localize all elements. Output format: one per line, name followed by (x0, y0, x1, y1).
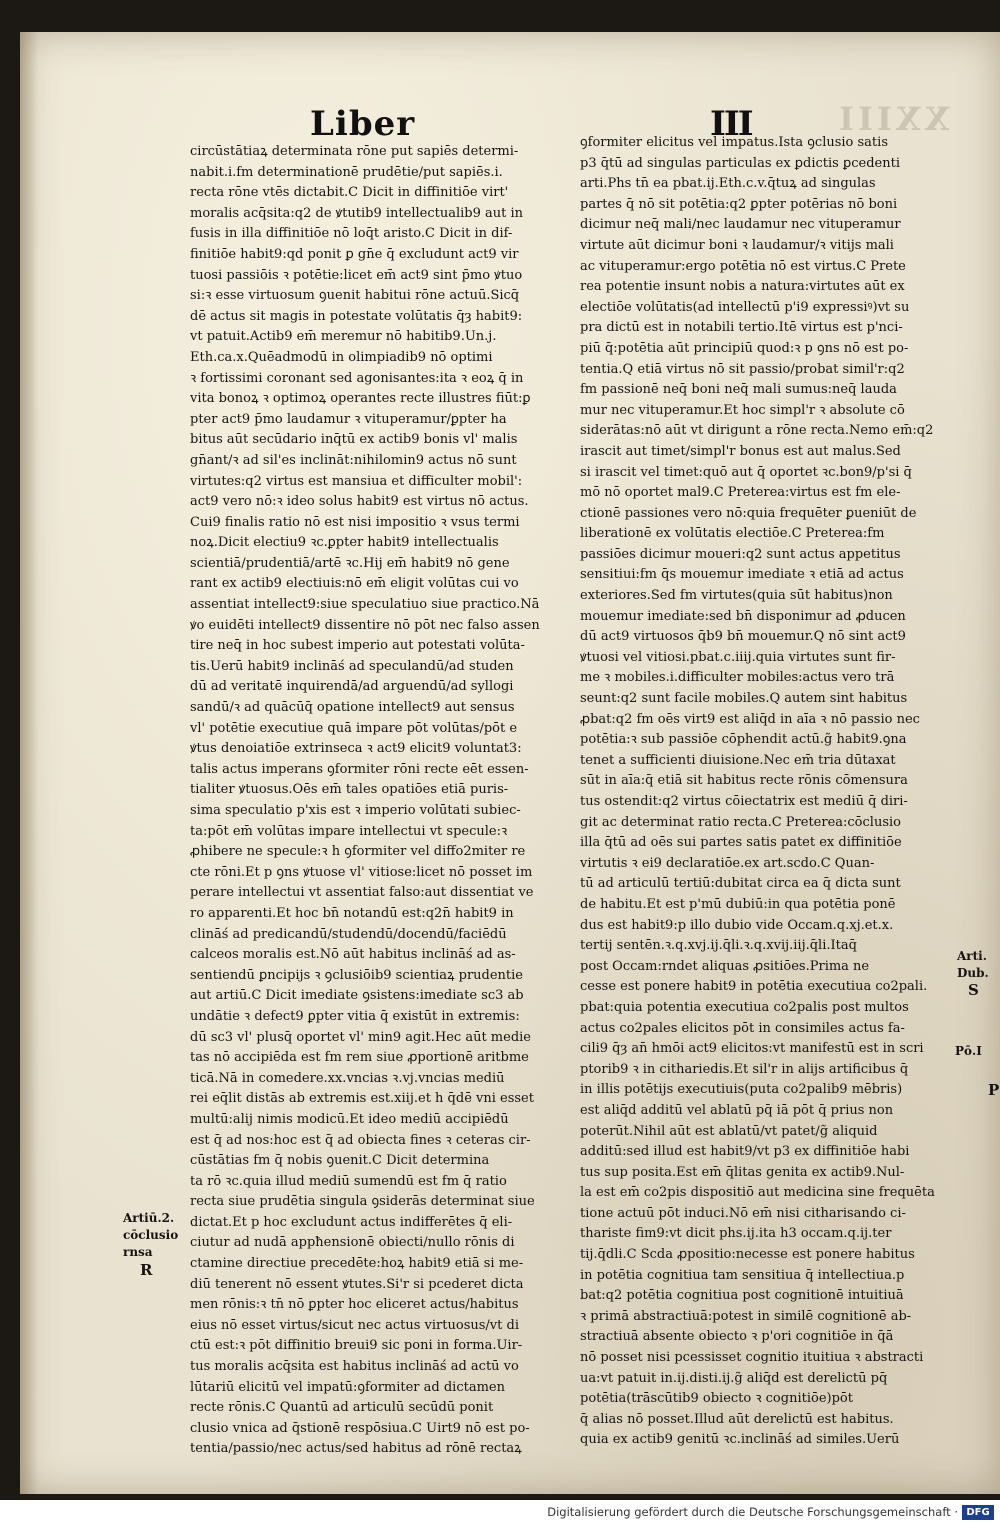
text-line-right: electiōe volūtatis(ad intellectū p'i9 expressiꝰ)vt su (580, 299, 910, 315)
text-line-left: clusio vnica ad q̄stionē respōsiua.C Uirt9 nō est po- (190, 1420, 530, 1436)
text-line-left: tire neq̄ in hoc subest imperio aut potestati volūta- (190, 638, 525, 654)
text-line-left: scientiā/prudentiā/artē ꝛc.Hij em̄ habit9 nō gene (190, 555, 510, 571)
text-line-left: vita bonoꝝ ꝛ optimoꝝ operantes recte illustres fiūt:ꝑ (190, 391, 531, 407)
text-line-right: dicimur neq̄ mali/nec laudamur nec vituperamur (580, 217, 901, 233)
text-line-right: de habitu.Et est p'mū dubiū:in qua potētia ponē (580, 896, 896, 912)
margin-note-right: Dub. (957, 966, 989, 980)
dfg-logo: DFG (962, 1505, 994, 1520)
text-line-left: sima speculatio p'xis est ꝛ imperio volūtati subiec- (190, 803, 521, 818)
text-line-left: sentiendū ꝑncipijs ꝛ ꝯclusiōib9 scientiaꝝ prudentie (190, 967, 523, 983)
text-line-left: ctū est:ꝛ pōt diffinitio breui9 sic poni in forma.Uir- (190, 1338, 523, 1354)
text-line-right: q̄ alias nō posset.Illud aūt derelictū est habitus. (580, 1411, 894, 1427)
text-line-left: aut artiū.C Dicit imediate ꝯsistens:imediate sc3 ab (190, 988, 524, 1004)
footer-credit-text: Digitalisierung gefördert durch die Deutsche Forschungsgemeinschaft · (547, 1505, 958, 1519)
text-line-left: ro apparenti.Et hoc bn̄ notandū est:q2n̄ habit9 in (190, 905, 514, 921)
right-text-column (580, 133, 940, 1451)
text-line-right: ptorib9 ꝛ in cithariedis.Et sil'r in alijs artificibus q̄ (580, 1061, 909, 1077)
text-line-left: ta:pōt em̄ volūtas impare intellectui vt specule:ꝛ (190, 823, 508, 839)
text-line-right: potētia(trāscūtib9 obiecto ꝛ cognitiōe)pōt (580, 1391, 853, 1407)
text-line-left: act9 vero nō:ꝛ ideo solus habit9 est virtus nō actus. (190, 494, 529, 510)
text-line-left: ta rō ꝛc.quia illud mediū sumendū est fm q̄ ratio (190, 1173, 507, 1189)
text-line-right: sūt in aīa:q̄ etiā sit habitus recte rōnis cōmensura (580, 773, 908, 789)
text-line-right: tenet a sufficienti diuisione.Nec em̄ tria dūtaxat (580, 752, 896, 768)
text-line-right: tū ad articulū tertiū:dubitat circa ea q̄ dicta sunt (580, 876, 901, 892)
text-line-right: ua:vt patuit in.ij.disti.ij.g̃ aliq̄d est derelictū pq̄ (580, 1370, 888, 1386)
text-line-left: ꝓhibere ne specule:ꝛ h ꝯformiter vel diffo2miter re (190, 844, 526, 860)
text-line-left: recte rōnis.C Quantū ad articulū secūdū ponit (190, 1400, 494, 1416)
text-line-right: pbat:quia potentia executiua co2palis post multos (580, 999, 909, 1015)
text-line-left: tus moralis acq̄sita est habitus inclināś ad actū vo (190, 1359, 519, 1375)
text-line-left: ꝟo euidēti intellect9 dissentire nō pōt nec falso assen (190, 617, 540, 633)
text-line-left: perare intellectui vt assentiat falso:aut dissentiat ve (190, 885, 534, 901)
bleed-through-text: XXIII (835, 100, 950, 138)
text-line-right: ꝟtuosi vel vitiosi.pbat.c.iiij.quia virtutes sunt fir- (580, 649, 896, 665)
text-line-right: exteriores.Sed fm virtutes(quia sūt habitus)non (580, 588, 893, 604)
text-line-left: clināś ad predicandū/studendū/docendū/faciēdū (190, 926, 507, 942)
text-line-right: dū act9 virtuosos q̄b9 bn̄ mouemur.Q nō sint act9 (580, 629, 906, 645)
text-line-left: calceos moralis est.Nō aūt habitus inclināś ad as- (190, 947, 516, 963)
text-line-right: bat:q2 potētia cognitiua post cognitionē intuitiuā (580, 1288, 904, 1304)
text-line-left: diū tenerent nō essent ꝟtutes.Si'r si pcederet dicta (190, 1276, 524, 1292)
text-line-right: virtutis ꝛ ei9 declaratiōe.ex art.scdo.C Quan- (580, 855, 875, 871)
text-line-left: rei eq̄lit distās ab extremis est.xiij.et h q̄dē vni esset (190, 1091, 534, 1107)
text-line-left: ctamine directiue precedēte:hoꝝ habit9 etiā si me- (190, 1256, 524, 1272)
text-line-right: p3 q̄tū ad singulas particulas ex ꝑdictis ꝑcedenti (580, 155, 900, 171)
text-line-left: recta siue prudētia singula ꝯsiderās determinat siue (190, 1194, 535, 1210)
text-line-right: piū q̄:potētia aūt principiū quod:ꝛ p ꝯns nō est po- (580, 340, 909, 356)
margin-note-left: R (140, 1261, 153, 1279)
text-line-right: ac vituperamur:ergo potētia nō est virtus.C Prete (580, 258, 906, 274)
text-line-right: in illis potētijs executiuis(puta co2palib9 mēbris) (580, 1082, 903, 1098)
text-line-left: ticā.Nā in comedere.xx.vncias ꝛ.vj.vncias mediū (190, 1070, 505, 1086)
text-line-right: ꝓbat:q2 fm oēs virt9 est aliq̄d in aīa ꝛ nō passio nec (580, 711, 920, 727)
text-line-left: Eth.ca.x.Quēadmodū in olimpiadib9 nō optimi (190, 349, 493, 365)
text-line-right: tione actuū pōt induci.Nō em̄ nisi citharisando ci- (580, 1205, 906, 1221)
text-line-right: tentia.Q etiā virtus nō sit passio/probat simil'r:q2 (580, 361, 905, 377)
text-line-right: rea potentie insunt nobis a natura:virtutes aūt ex (580, 279, 905, 295)
text-line-left: vl' potētie executiue quā impare pōt volūtas/pōt e (190, 720, 518, 736)
text-line-right: potētia:ꝛ sub passiōe cōphendit actū.g̃ habit9.ꝯna (580, 732, 907, 748)
text-line-left: moralis acq̄sita:q2 de ꝟtutib9 intellectualib9 aut in (190, 205, 524, 221)
margin-note-left: cōclusio (123, 1228, 179, 1242)
margin-note-right: S (968, 981, 979, 999)
running-head-left: Liber (310, 104, 416, 144)
text-line-right: stractiuā absente obiecto ꝛ p'ori cognitiōe in q̄ā (580, 1329, 894, 1345)
margin-note-right: P (988, 1081, 1000, 1099)
text-line-left: ꝛ fortissimi coronant sed agonisantes:ita ꝛ eoꝝ q̄ in (190, 370, 524, 386)
text-line-left: tas nō accipiēda est fm rem siue ꝓportionē aritbme (190, 1050, 529, 1066)
text-line-right: git ac determinat ratio recta.C Preterea:cōclusio (580, 814, 901, 830)
text-line-left: talis actus imperans ꝯformiter rōni recte eēt essen- (190, 761, 529, 777)
text-line-right: arti.Phs tn̄ ea pbat.ij.Eth.c.v.q̄tuꝝ ad singulas (580, 176, 876, 192)
text-line-right: cili9 q̄ȝ an̄ hmōi act9 elicitos:vt manifestū est in scri (580, 1041, 924, 1057)
text-line-right: irascit aut timet/simpl'r bonus est aut malus.Sed (580, 443, 901, 459)
text-line-right: pra dictū est in notabili tertio.Itē virtus est p'nci- (580, 320, 903, 336)
text-line-left: dictat.Et p hoc excludunt actus indifferētes q̄ eli- (190, 1214, 513, 1230)
text-line-left: undātie ꝛ defect9 ꝑpter vitia q̄ existūt in extremis: (190, 1008, 520, 1024)
text-line-left: cte rōni.Et p ꝯns ꝟtuose vl' vitiose:licet nō posset im (190, 864, 533, 880)
text-line-right: in potētia cognitiua tam sensitiua q̄ intellectiua.p (580, 1267, 905, 1283)
left-text-column (190, 142, 570, 1460)
text-line-right: seunt:q2 sunt facile mobiles.Q autem sint habitus (580, 691, 908, 707)
margin-note-left: rnsa (123, 1245, 153, 1259)
text-line-right: additū:sed illud est habit9/vt p3 ex diffinitiōe habi (580, 1144, 910, 1160)
text-line-right: liberationē ex volūtatis electiōe.C Preterea:fm (580, 526, 885, 542)
text-line-right: passiōes dicimur moueri:q2 sunt actus appetitus (580, 546, 901, 562)
text-line-right: tus sup posita.Est em̄ q̄litas genita ex actib9.Nul- (580, 1164, 905, 1180)
text-line-left: lūtariū elicitū vel impatū:ꝯformiter ad dictamen (190, 1379, 505, 1395)
text-line-left: sandū/ꝛ ad quācūq̄ opatione intellect9 aut sensus (190, 700, 515, 716)
margin-note-right: Pō.I (955, 1044, 982, 1058)
running-head-right: III (710, 104, 752, 144)
text-line-right: la est em̄ co2pis dispositiō aut medicina sine frequēta (580, 1185, 935, 1201)
text-line-right: virtute aūt dicimur boni ꝛ laudamur/ꝛ vitijs mali (580, 237, 894, 253)
text-line-left: bitus aūt secūdario inq̄tū ex actib9 bonis vl' malis (190, 432, 518, 448)
text-line-left: men rōnis:ꝛ tn̄ nō ꝑpter hoc eliceret actus/habitus (190, 1297, 519, 1313)
text-line-right: ꝯformiter elicitus vel impatus.Ista ꝯclusio satis (580, 135, 888, 150)
text-line-right: si irascit vel timet:quō aut q̄ oportet ꝛc.bon9/p'si q̄ (580, 464, 912, 480)
text-line-left: recta rōne vtēs dictabit.C Dicit in diffinitiōe virt' (190, 185, 509, 201)
text-line-left: tuosi passiōis ꝛ potētie:licet em̄ act9 sint p̄mo ꝟtuo (190, 267, 523, 283)
text-line-right: post Occam:rndet aliquas ꝓsitiōes.Prima ne (580, 958, 870, 974)
text-line-left: assentiat intellect9:siue speculatiuo siue practico.Nā (190, 597, 540, 613)
text-line-left: noꝝ.Dicit electiu9 ꝛc.ꝑpter habit9 intellectualis (190, 535, 499, 551)
text-line-right: cesse est ponere habit9 in potētia executiua co2pali. (580, 979, 928, 995)
text-line-left: tentia/passio/nec actus/sed habitus ad rōnē rectaꝝ (190, 1441, 522, 1457)
text-line-right: siderātas:nō aūt vt dirigunt a rōne recta.Nemo em̄:q2 (580, 423, 934, 439)
text-line-left: vt patuit.Actib9 em̄ meremur nō habitib9.Un.j. (190, 329, 497, 345)
margin-note-left: Artiū.2. (123, 1211, 175, 1225)
text-line-left: Cui9 finalis ratio nō est nisi impositio ꝛ vsus termi (190, 514, 520, 530)
text-line-left: rant ex actib9 electiuis:nō em̄ eligit volūtas cui vo (190, 576, 519, 592)
text-line-left: fusis in illa diffinitiōe nō loq̄t aristo.C Dicit in dif- (190, 226, 513, 242)
text-line-right: actus co2pales elicitos pōt in consimiles actus fa- (580, 1020, 905, 1036)
text-line-right: fm passionē neq̄ boni neq̄ mali sumus:neq̄ lauda (580, 382, 897, 398)
text-line-right: quia ex actib9 genitū ꝛc.inclināś ad similes.Uerū (580, 1432, 900, 1448)
text-line-right: ꝛ primā abstractiuā:potest in similē cognitionē ab- (580, 1308, 912, 1324)
text-line-left: si:ꝛ esse virtuosum ꝯuenit habitui rōne actuū.Sicq̄ (190, 288, 520, 304)
digitization-footer (0, 1500, 1000, 1525)
text-line-right: tus ostendit:q2 virtus cōiectatrix est mediū q̄ diri- (580, 794, 908, 809)
text-line-right: tij.q̄dli.C Scda ꝓpositio:necesse est ponere habitus (580, 1247, 915, 1263)
text-line-left: eius nō esset virtus/sicut nec actus virtuosus/vt di (190, 1317, 519, 1333)
text-line-right: ctionē passiones vero nō:quia frequēter ꝑueniūt de (580, 505, 917, 521)
text-line-left: pter act9 p̄mo laudamur ꝛ vituperamur/ꝑpter ha (190, 411, 507, 427)
text-line-left: cūstātias fm q̄ nobis ꝯuenit.C Dicit determina (190, 1153, 490, 1169)
text-line-left: dū sc3 vl' plusq̄ oportet vl' min9 agit.Hec aūt medie (190, 1029, 532, 1045)
margin-note-right: Arti. (957, 949, 987, 963)
text-line-left: circūstātiaꝝ determinata rōne put sapiēs determi- (190, 144, 519, 159)
text-line-left: nabit.i.fm determinationē prudētie/put sapiēs.i. (190, 164, 503, 180)
text-line-right: est aliq̄d additū vel ablatū pq̄ iā pōt q̄ prius non (580, 1102, 894, 1118)
text-line-right: dus est habit9:p illo dubio vide Occam.q.xj.et.x. (580, 917, 894, 933)
text-line-left: tis.Uerū habit9 inclināś ad speculandū/ad studen (190, 658, 514, 674)
text-line-right: me ꝛ mobiles.i.difficulter mobiles:actus vero trā (580, 670, 895, 686)
text-line-right: mō nō oportet mal9.C Preterea:virtus est fm ele- (580, 485, 901, 501)
text-line-right: mouemur imediate:sed bn̄ disponimur ad ꝓducen (580, 608, 906, 624)
text-line-left: ꝟtus denoiatiōe extrinseca ꝛ act9 elicit9 voluntat3: (190, 741, 522, 757)
text-line-left: ciutur ad nudā appħensionē obiecti/nullo rōnis di (190, 1235, 515, 1251)
text-line-left: est q̄ ad nos:hoc est q̄ ad obiecta fines ꝛ ceteras cir- (190, 1132, 531, 1148)
text-line-left: dū ad veritatē inquirendā/ad arguendū/ad syllogi (190, 679, 514, 695)
text-line-right: tertij sentēn.ꝛ.q.xvj.ij.q̄li.ꝛ.q.xvij.iij.q̄li.Itaq̄ (580, 938, 857, 954)
text-line-right: sensitiui:fm q̄s mouemur imediate ꝛ etiā ad actus (580, 567, 904, 583)
text-line-right: partes q̄ nō sit potētia:q2 ꝑpter potērias nō boni (580, 196, 898, 212)
text-line-right: mur nec vituperamur.Et hoc simpl'r ꝛ absolute cō (580, 402, 905, 418)
text-line-right: poterūt.Nihil aūt est ablatū/vt patet/g̃ aliquid (580, 1123, 878, 1139)
text-line-left: tialiter ꝟtuosus.Oēs em̄ tales opatiōes etiā puris- (190, 782, 509, 798)
text-line-right: thariste fim9:vt dicit phs.ij.ita h3 occam.q.ij.ter (580, 1226, 892, 1242)
text-line-left: dē actus sit magis in potestate volūtatis q̄ȝ habit9: (190, 308, 523, 324)
text-line-left: gn̄ant/ꝛ ad sil'es inclināt:nihilomin9 actus nō sunt (190, 452, 517, 468)
text-line-right: illa q̄tū ad oēs sui partes satis patet ex diffinitiōe (580, 835, 902, 851)
text-line-left: virtutes:q2 virtus est mansiua et difficulter mobil': (190, 473, 523, 489)
page-gutter-shadow (20, 32, 38, 1494)
text-line-right: nō posset nisi pcessisset cognitio ituitiua ꝛ abstracti (580, 1350, 924, 1366)
text-line-left: multū:alij nimis modicū.Et ideo mediū accipiēdū (190, 1111, 509, 1127)
text-line-left: finitiōe habit9:qd ponit ꝑ gn̄e q̄ excludunt act9 vir (190, 246, 519, 262)
